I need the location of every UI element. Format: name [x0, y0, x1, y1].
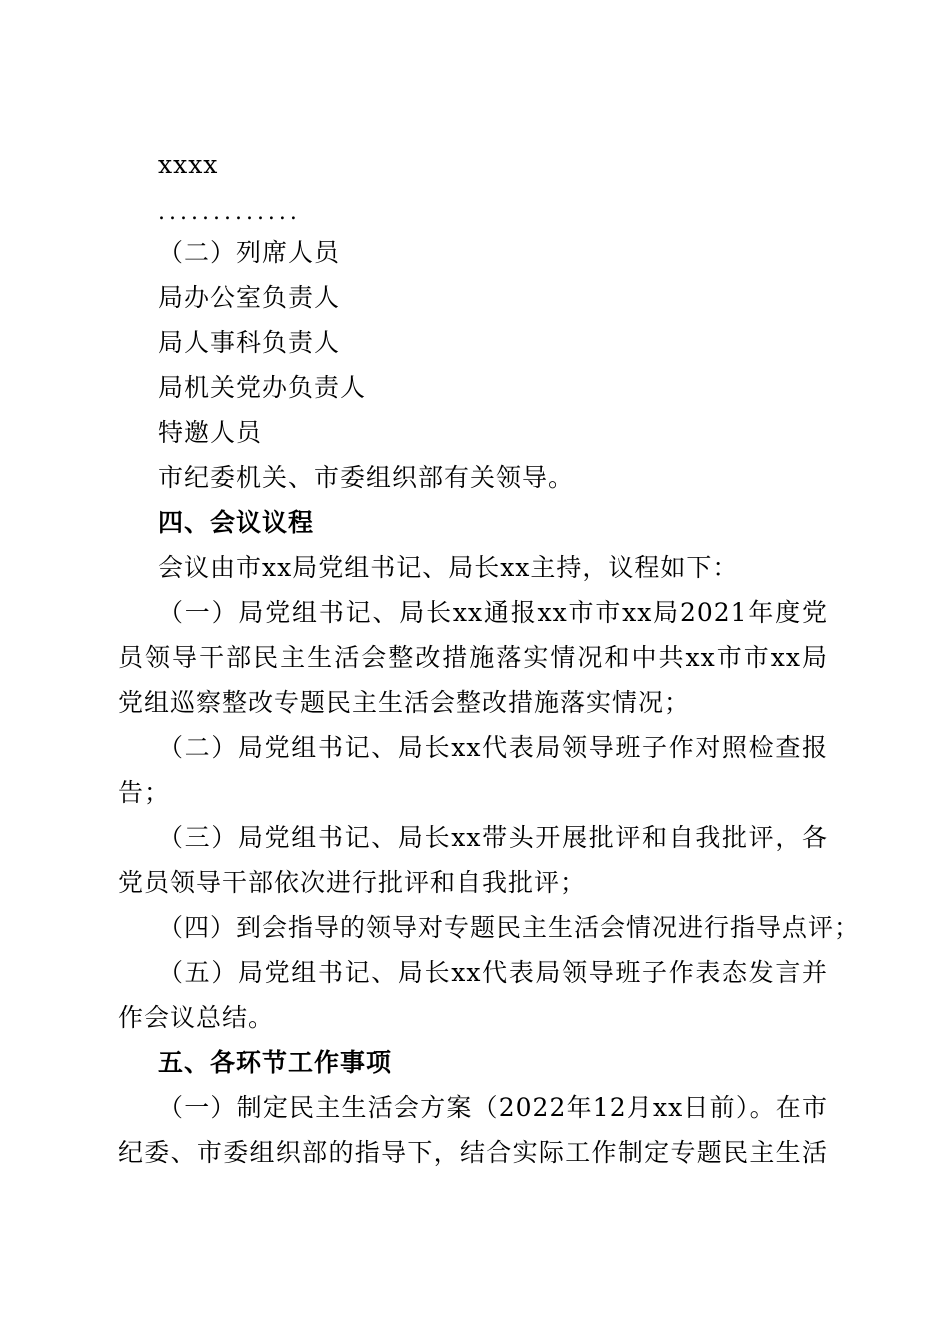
- agenda-item-3-line-1: （三）局党组书记、局长xx带头开展批评和自我批评，各: [158, 823, 828, 852]
- attendee-item: 局机关党办负责人: [158, 373, 367, 402]
- agenda-intro: 会议由市xx局党组书记、局长xx主持，议程如下：: [158, 553, 739, 582]
- agenda-item-1-line-1: （一）局党组书记、局长xx通报xx市市xx局2021年度党: [158, 598, 828, 627]
- section-attendees-heading: （二）列席人员: [158, 238, 341, 267]
- agenda-item-1-line-3: 党组巡察整改专题民主生活会整改措施落实情况；: [118, 688, 691, 717]
- agenda-item-2-line-1: （二）局党组书记、局长xx代表局领导班子作对照检查报: [158, 733, 828, 762]
- attendee-placeholder: xxxx: [158, 150, 219, 179]
- attendee-item: 市纪委机关、市委组织部有关领导。: [158, 463, 575, 492]
- agenda-item-5-line-1: （五）局党组书记、局长xx代表局领导班子作表态发言并: [158, 958, 828, 987]
- agenda-item-3-line-2: 党员领导干部依次进行批评和自我批评；: [118, 868, 587, 897]
- agenda-item-1-line-2: 员领导干部民主生活会整改措施落实情况和中共xx市市xx局: [118, 643, 828, 672]
- section-heading-tasks: 五、各环节工作事项: [158, 1048, 393, 1077]
- agenda-item-4: （四）到会指导的领导对专题民主生活会情况进行指导点评；: [158, 913, 861, 942]
- attendee-item: 局办公室负责人: [158, 283, 341, 312]
- agenda-item-2-line-2: 告；: [118, 778, 171, 807]
- task-item-1-line-2: 纪委、市委组织部的指导下，结合实际工作制定专题民主生活: [118, 1138, 828, 1167]
- ellipsis-line: .............: [158, 200, 301, 225]
- section-heading-agenda: 四、会议议程: [158, 508, 315, 537]
- attendee-item: 局人事科负责人: [158, 328, 341, 357]
- attendee-item: 特邀人员: [158, 418, 263, 447]
- task-item-1-line-1: （一）制定民主生活会方案（2022年12月xx日前）。在市: [158, 1093, 828, 1122]
- agenda-item-5-line-2: 作会议总结。: [118, 1003, 275, 1032]
